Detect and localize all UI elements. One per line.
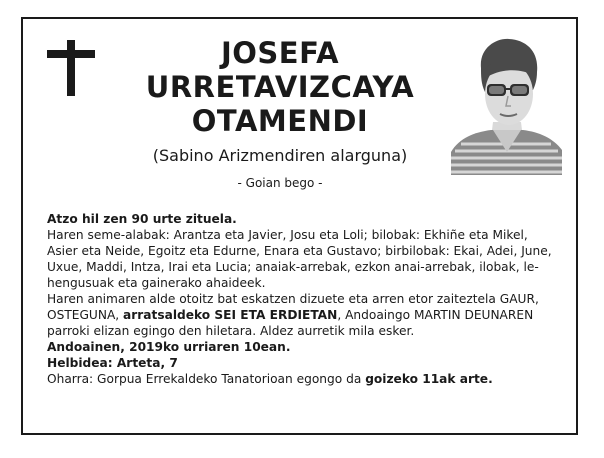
announcement-text xyxy=(47,211,561,387)
note-line xyxy=(47,371,561,387)
address-line: Helbidea: Arteta, 7 xyxy=(47,356,178,370)
widow-of-line: (Sabino Arizmendiren alarguna) xyxy=(152,146,408,165)
invitation-text-start: Haren animaren alde otoitz bat eskatzen dizuete eta arren etor zaiteztela GAUR, OSTEGUNA, xyxy=(47,292,539,322)
death-line: Atzo hil zen 90 urte zituela. xyxy=(47,212,237,226)
rip-line: - Goian bego - xyxy=(237,176,323,190)
portrait-photo xyxy=(451,34,562,175)
family-paragraph: Haren seme-alabak: Arantza eta Javier, Josu eta Loli; bilobak: Ekhiñe eta Mikel, Asier eta Neide, Egoitz eta Edurne, Enara eta Gustavo; birbilobak: Ekai, Adei, June, Uxue, Maddi, Intza, Irai eta Lucia; anaiak-arrebak, ezkon anai-arrebak, ilobak, le-hengusuak eta gainerako ahaideek. xyxy=(47,228,552,290)
note-time: goizeko 11ak arte. xyxy=(365,372,493,386)
invitation-paragraph xyxy=(47,291,561,339)
name-line-3: OTAMENDI xyxy=(191,104,369,138)
funeral-time: arratsaldeko SEI ETA ERDIETAN xyxy=(123,308,338,322)
deceased-name xyxy=(130,36,430,138)
name-line-1: JOSEFA xyxy=(220,36,340,70)
name-line-2: URRETAVIZCAYA xyxy=(145,70,415,104)
cross-icon xyxy=(47,40,95,96)
invitation-text-end: , Andoaingo MARTIN DEUNAREN parroki elizan egingo den hiletara. Aldez aurretik mila esker. xyxy=(47,308,534,338)
note-text: Oharra: Gorpua Errekaldeko Tanatorioan egongo da xyxy=(47,372,366,386)
place-date-line: Andoainen, 2019ko urriaren 10ean. xyxy=(47,340,291,354)
